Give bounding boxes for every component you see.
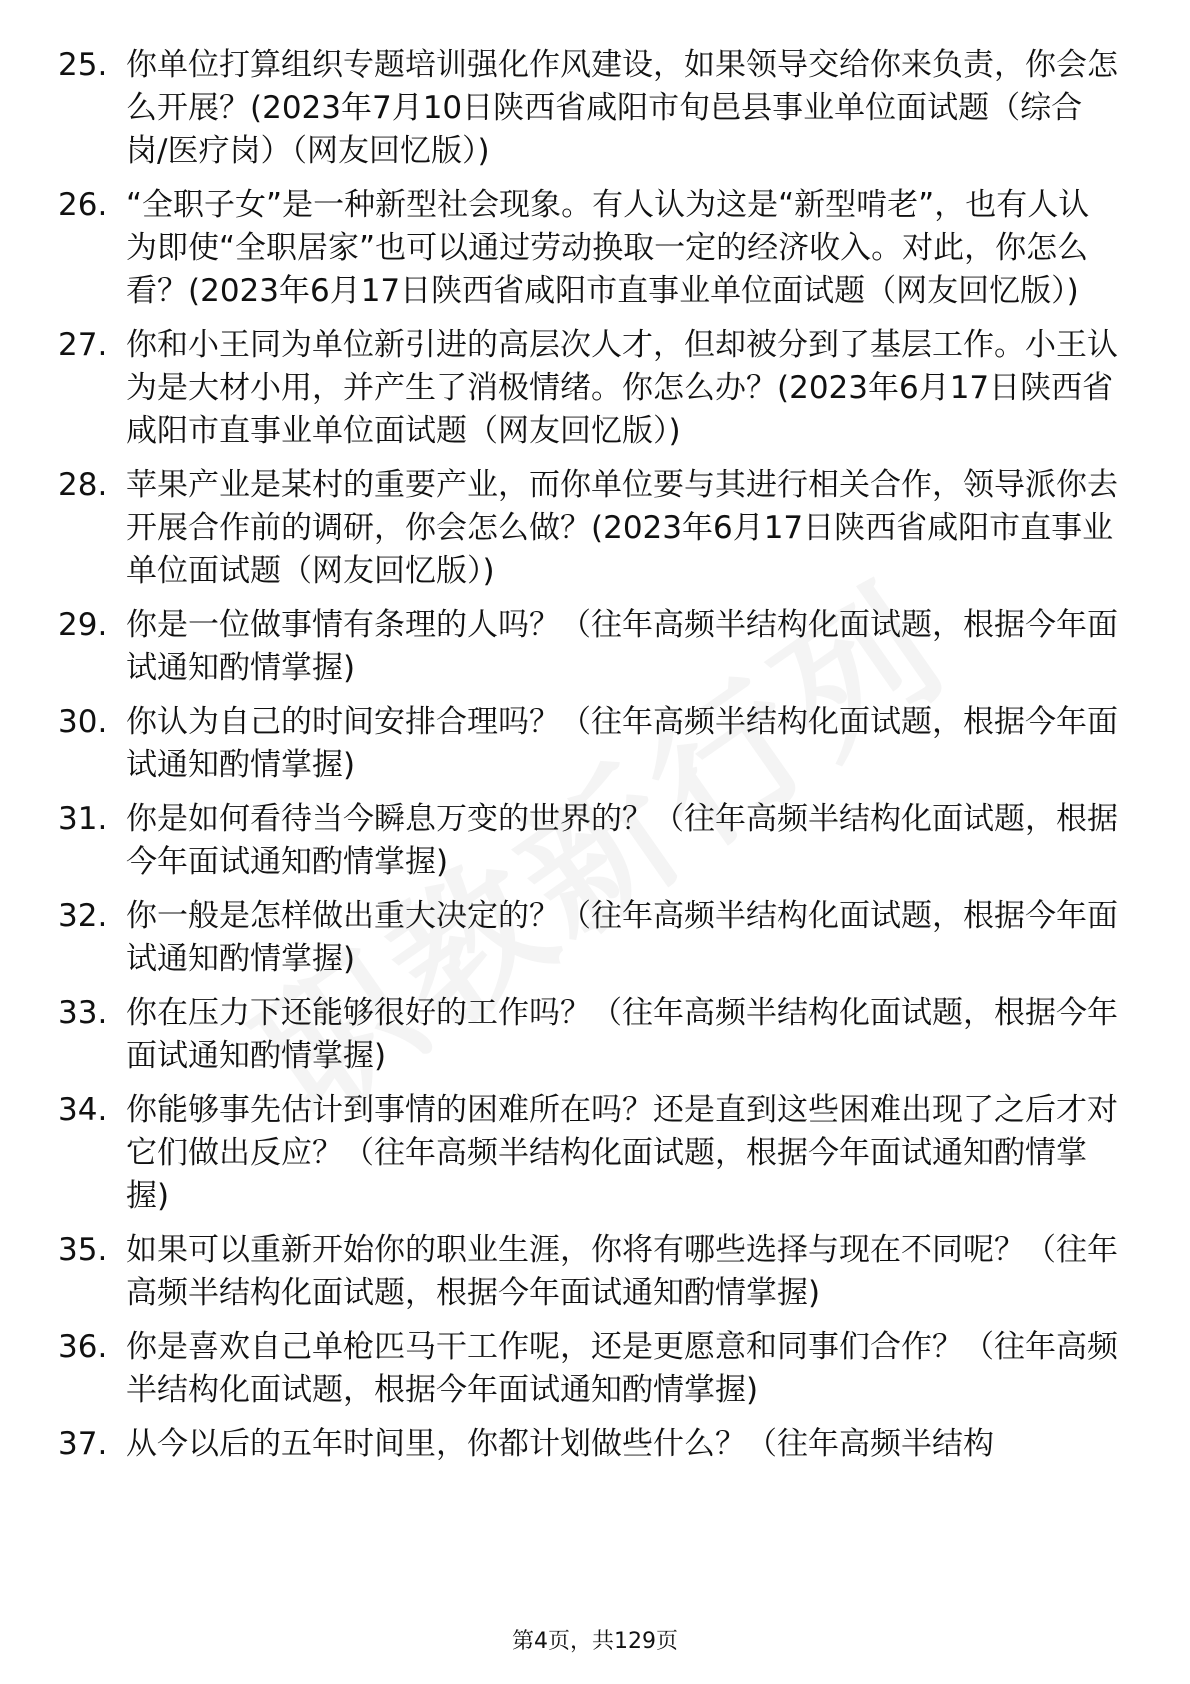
question-text: 如果可以重新开始你的职业生涯，你将有哪些选择与现在不同呢？（往年高频半结构化面试题，根据今年面试通知酌情掌握): [126, 1232, 1118, 1311]
question-number: 29.: [58, 607, 108, 643]
question-text: 你是如何看待当今瞬息万变的世界的？（往年高频半结构化面试题，根据今年面试通知酌情掌握): [126, 801, 1118, 880]
question-item: [58, 184, 1118, 313]
page-number-label: 第4页，共129页: [512, 1629, 678, 1654]
question-item: [58, 895, 1118, 981]
question-number: 34.: [58, 1092, 108, 1128]
question-number: 32.: [58, 898, 108, 934]
question-item: [58, 604, 1118, 690]
question-number: 37.: [58, 1426, 108, 1462]
question-number: 25.: [58, 47, 108, 83]
question-text: 你认为自己的时间安排合理吗？（往年高频半结构化面试题，根据今年面试通知酌情掌握): [126, 704, 1118, 783]
question-text: 你是一位做事情有条理的人吗？（往年高频半结构化面试题，根据今年面试通知酌情掌握): [126, 607, 1118, 686]
question-item: [58, 992, 1118, 1078]
question-text: 你和小王同为单位新引进的高层次人才，但却被分到了基层工作。小王认为是大材小用，并产生了消极情绪。你怎么办？(2023年6月17日陕西省咸阳市直事业单位面试题（网友回忆版）): [126, 327, 1118, 449]
question-item: [58, 701, 1118, 787]
question-item: [58, 1326, 1118, 1412]
question-number: 35.: [58, 1232, 108, 1268]
question-list: [58, 44, 1118, 1477]
question-text: 你能够事先估计到事情的困难所在吗？还是直到这些困难出现了之后才对它们做出反应？（往年高频半结构化面试题，根据今年面试通知酌情掌握): [126, 1092, 1118, 1214]
question-item: [58, 1229, 1118, 1315]
question-text: 苹果产业是某村的重要产业，而你单位要与其进行相关合作，领导派你去开展合作前的调研，你会怎么做？(2023年6月17日陕西省咸阳市直事业单位面试题（网友回忆版）): [126, 467, 1118, 589]
question-number: 33.: [58, 995, 108, 1031]
question-text: “全职子女”是一种新型社会现象。有人认为这是“新型啃老”，也有人认为即使“全职居家”也可以通过劳动换取一定的经济收入。对此，你怎么看？(2023年6月17日陕西省咸阳市直事业单位面试题（网友回忆版）): [126, 187, 1090, 309]
page-footer: [0, 1624, 1190, 1655]
question-text: 你一般是怎样做出重大决定的？（往年高频半结构化面试题，根据今年面试通知酌情掌握): [126, 898, 1118, 977]
question-number: 36.: [58, 1329, 108, 1365]
question-text: 你是喜欢自己单枪匹马干工作呢，还是更愿意和同事们合作？（往年高频半结构化面试题，根据今年面试通知酌情掌握): [126, 1329, 1118, 1408]
question-item: [58, 464, 1118, 593]
question-item: [58, 44, 1118, 173]
question-number: 30.: [58, 704, 108, 740]
question-number: 26.: [58, 187, 108, 223]
question-item: [58, 324, 1118, 453]
question-number: 27.: [58, 327, 108, 363]
question-item: [58, 1423, 1118, 1466]
question-item: [58, 1089, 1118, 1218]
question-text: 从今以后的五年时间里，你都计划做些什么？（往年高频半结构: [126, 1426, 994, 1462]
question-item: [58, 798, 1118, 884]
question-text: 你单位打算组织专题培训强化作风建设，如果领导交给你来负责，你会怎么开展？(2023年7月10日陕西省咸阳市旬邑县事业单位面试题（综合岗/医疗岗）（网友回忆版）): [126, 47, 1118, 169]
question-text: 你在压力下还能够很好的工作吗？（往年高频半结构化面试题，根据今年面试通知酌情掌握): [126, 995, 1118, 1074]
question-number: 28.: [58, 467, 108, 503]
question-number: 31.: [58, 801, 108, 837]
